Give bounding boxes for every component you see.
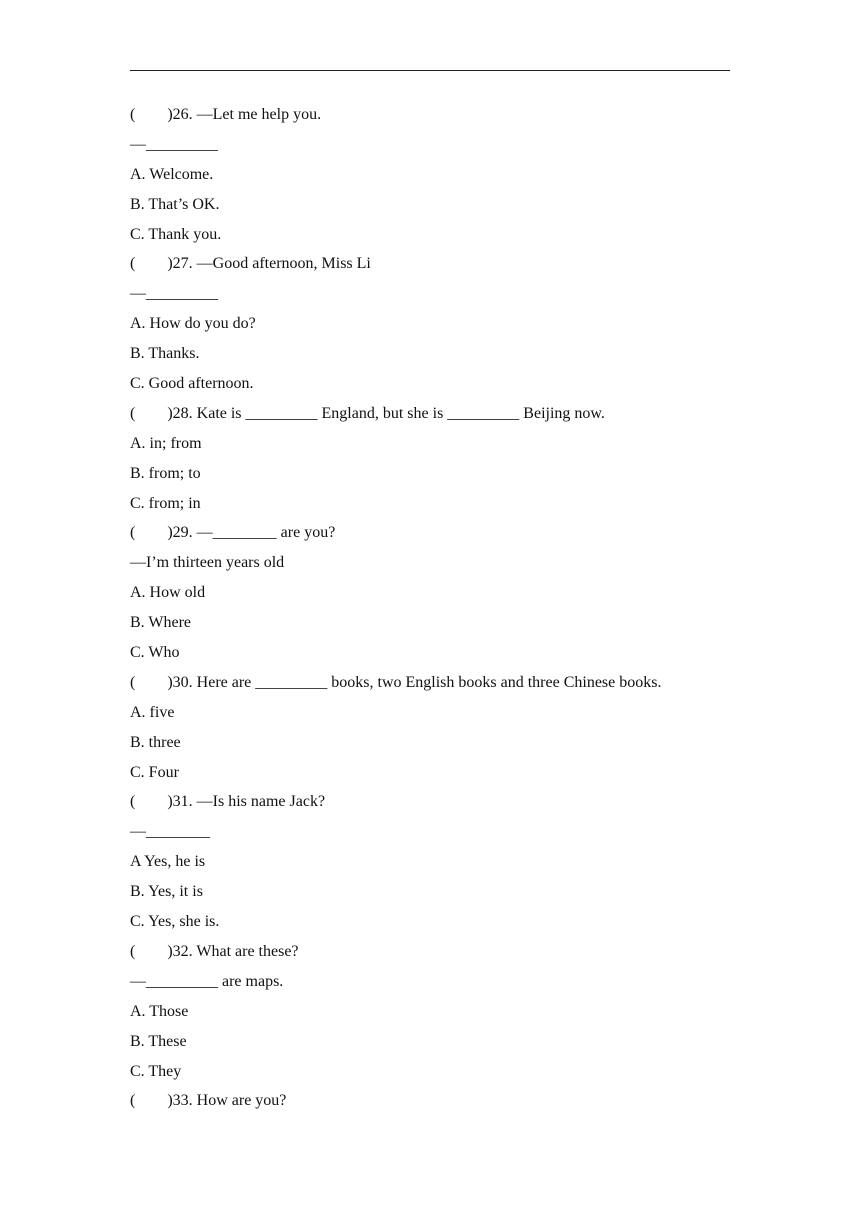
question-30-option-b: B. three	[130, 733, 181, 751]
question-29-option-a: A. How old	[130, 584, 206, 602]
question-32-option-c: C. They	[130, 1062, 182, 1080]
question-32-stem: ( )32. What are these?	[130, 942, 299, 960]
question-26-option-c: C. Thank you.	[130, 225, 222, 243]
question-26-answer-blank: —_________	[130, 135, 218, 153]
question-30-option-a: A. five	[130, 703, 175, 721]
question-31-option-a: A Yes, he is	[130, 853, 206, 871]
question-31-option-b: B. Yes, it is	[130, 883, 203, 901]
question-27-answer-blank: —_________	[130, 285, 218, 303]
question-31-stem: ( )31. —Is his name Jack?	[130, 793, 326, 811]
question-29-response: —I’m thirteen years old	[130, 554, 285, 572]
question-29-stem: ( )29. —________ are you?	[130, 524, 336, 542]
question-27-stem: ( )27. —Good afternoon, Miss Li	[130, 255, 371, 273]
question-26-stem: ( )26. —Let me help you.	[130, 106, 322, 123]
question-28-option-b: B. from; to	[130, 464, 201, 482]
document-body	[130, 100, 750, 1116]
question-33-stem: ( )33. How are you?	[130, 1092, 287, 1110]
question-30-stem: ( )30. Here are _________ books, two English books and three Chinese books.	[130, 673, 662, 691]
question-27-option-a: A. How do you do?	[130, 315, 256, 333]
question-27-option-c: C. Good afternoon.	[130, 375, 254, 393]
question-30-option-c: C. Four	[130, 763, 179, 781]
header-rule	[130, 70, 730, 71]
question-29-option-b: B. Where	[130, 614, 192, 632]
question-29-option-c: C. Who	[130, 644, 180, 662]
question-28-stem: ( )28. Kate is _________ England, but she is _________ Beijing now.	[130, 404, 605, 422]
question-28-option-a: A. in; from	[130, 434, 202, 452]
question-31-option-c: C. Yes, she is.	[130, 913, 220, 931]
question-32-option-a: A. Those	[130, 1002, 189, 1020]
question-28-option-c: C. from; in	[130, 494, 201, 512]
question-27-option-b: B. Thanks.	[130, 345, 200, 363]
question-26-option-a: A. Welcome.	[130, 165, 214, 183]
question-32-response: —_________ are maps.	[130, 972, 284, 990]
question-32-option-b: B. These	[130, 1032, 187, 1050]
question-31-answer-blank: —________	[130, 823, 210, 841]
question-26-option-b: B. That’s OK.	[130, 195, 220, 213]
